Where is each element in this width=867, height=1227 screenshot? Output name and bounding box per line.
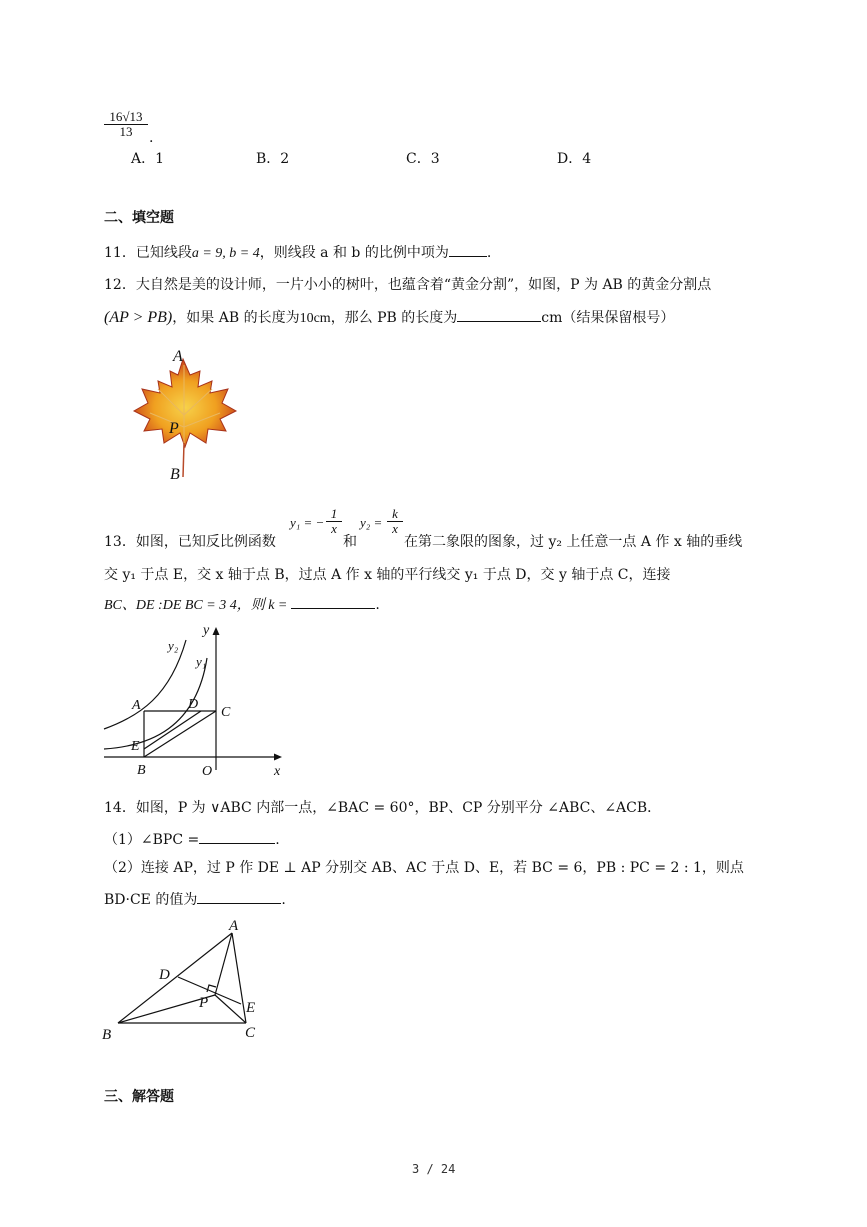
q13-line1-rest: 在第二象限的图象，过 y₂ 上任意一点 A 作 x 轴的垂线 (404, 534, 743, 550)
q14-part2b-end: . (281, 892, 286, 908)
section-title-solve: 三、解答题 (104, 1089, 174, 1105)
page-number: 3 / 24 (412, 1162, 456, 1176)
q12-unit-note: cm（结果保留根号） (541, 310, 675, 326)
maple-leaf-figure (128, 345, 242, 485)
q11-end: . (486, 245, 492, 261)
q12-condition: (AP > PB) (104, 309, 173, 326)
q13-line2: 交 y₁ 于点 E，交 x 轴于点 B，过点 A 作 x 轴的平行线交 y₁ 于点 D，交 y 轴于点 C，连接 (104, 567, 671, 583)
q14-part2-blank[interactable] (197, 891, 281, 904)
option-c: C．3 (406, 151, 440, 167)
graph-label-y1: y₁ (196, 654, 207, 669)
graph-label-y2: y₂ (168, 638, 179, 653)
q14-part1-end: . (275, 832, 280, 848)
graph-label-x: x (274, 764, 281, 778)
q13-y2-lhs: y₂ = (360, 515, 383, 530)
graph-label-y: y (203, 623, 210, 638)
question-11 (104, 242, 491, 262)
tri-label-a: A (229, 918, 239, 934)
q14-part2b (104, 889, 286, 909)
tri-label-c: C (245, 1025, 256, 1041)
tri-label-b: B (102, 1027, 112, 1043)
q13-line3 (104, 594, 380, 614)
q13-prefix: 13．如图，已知反比例函数 (104, 534, 276, 550)
fraction-denominator: 13 (119, 124, 133, 139)
q12-text-a: ，如果 AB 的长度为 (172, 310, 300, 326)
section-title-fill-in: 二、填空题 (104, 210, 174, 226)
q14-part1-text: （1）∠BPC = (104, 832, 200, 848)
fraction-numerator: 16√13 (104, 110, 148, 125)
graph-label-b: B (137, 763, 146, 778)
option-d: D．4 (557, 151, 592, 167)
leaf-label-b: B (170, 466, 180, 483)
question-12-line2 (104, 307, 674, 327)
q14-part2: （2）连接 AP，过 P 作 DE ⊥ AP 分别交 AB、AC 于点 D、E，若 BC = 6，PB : PC = 2 : 1，则点 (104, 860, 744, 876)
graph-label-a: A (132, 698, 141, 713)
tri-label-p: P (199, 995, 209, 1011)
graph-label-o: O (202, 764, 213, 778)
graph-label-e: E (131, 739, 140, 754)
q11-answer-blank[interactable] (449, 244, 487, 257)
leaf-label-p: P (169, 420, 179, 437)
fraction-period: . (149, 130, 154, 146)
q13-y2-den: x (392, 521, 398, 536)
q14-part2b-text: BD·CE 的值为 (104, 892, 198, 908)
q11-condition: a = 9, b = 4 (191, 246, 260, 261)
q14-part1 (104, 829, 280, 849)
hyperbola-graph (100, 618, 295, 778)
q13-y1-fraction (326, 507, 342, 536)
q11-prefix: 11．已知线段 (104, 245, 192, 261)
q13-answer-blank[interactable] (291, 596, 375, 609)
question-12-line1: 12．大自然是美的设计师，一片小小的树叶，也蕴含着“黄金分割”，如图，P 为 AB 的黄金分割点 (104, 277, 712, 293)
q13-end: . (375, 597, 380, 613)
q12-answer-blank[interactable] (457, 309, 541, 322)
option-a: A．1 (131, 151, 165, 167)
q13-and: 和 (343, 534, 357, 550)
q13-line3-text: BC、DE :DE BC = 3 4，则 k = (104, 598, 288, 613)
q13-y1-lhs: y₁ = − (290, 515, 325, 530)
triangle-figure (100, 915, 275, 1045)
q14-part1-blank[interactable] (199, 831, 275, 844)
fraction-16-root13 (104, 110, 148, 139)
q12-length: 10cm (299, 311, 331, 326)
tri-label-d: D (159, 967, 170, 983)
tri-label-e: E (246, 1000, 256, 1016)
q14-line1: 14．如图，P 为 ∨ABC 内部一点，∠BAC = 60°，BP、CP 分别平分 ∠ABC、∠ACB． (104, 800, 662, 816)
q11-suffix: ，则线段 a 和 b 的比例中项为 (259, 245, 449, 261)
q13-y2-fraction (387, 507, 403, 536)
graph-label-c: C (221, 705, 231, 720)
q13-y1-num: 1 (326, 507, 342, 522)
leaf-label-a: A (173, 348, 183, 365)
option-b: B．2 (256, 151, 290, 167)
q13-y2-num: k (387, 507, 403, 522)
q12-text-b: ，那么 PB 的长度为 (330, 310, 458, 326)
graph-label-d: D (188, 697, 199, 712)
q13-y1-den: x (331, 521, 337, 536)
